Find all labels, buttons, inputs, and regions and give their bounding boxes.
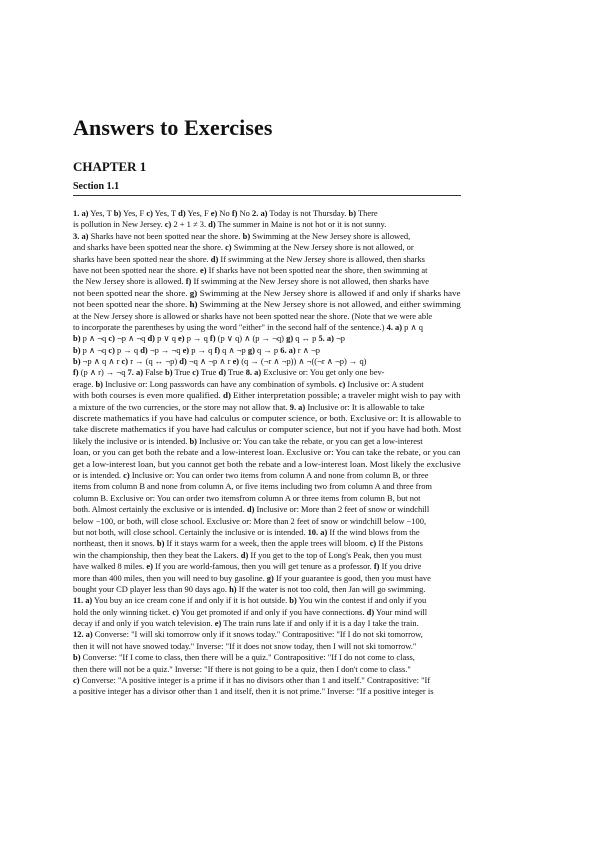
answer-line: both. Almost certainly the exclusive or is intended. d) Inclusive or: More than 2 feet of snow or windchill (73, 504, 430, 515)
answer-line: b) Converse: "If I come to class, then there will be a quiz." Contrapositive: "If I do not come to class, (73, 652, 415, 663)
section-title: Section 1.1 (73, 181, 120, 192)
answer-line: more than 400 miles, then you will need to buy gasoline. g) If your guarantee is good, then you must have (73, 572, 431, 583)
answer-line: take discrete mathematics if you have had calculus or computer science, but not if you have had both. Most (73, 424, 462, 435)
answer-line: loan, or you can get both the rebate and a low-interest loan. Exclusive or: You can take the rebate, or you can (73, 447, 461, 458)
answer-line: hold the only winning ticket. c) You get promoted if and only if you have connections. d) Your mind will (73, 606, 428, 617)
answer-line: 11. a) You buy an ice cream cone if and only if it is hot outside. b) You win the contest if and only if you (73, 595, 427, 606)
chapter-title: CHAPTER 1 (73, 159, 147, 174)
answer-line: the New Jersey shore is allowed. f) If swimming at the New Jersey shore is not allowed, then sharks have (73, 276, 429, 287)
answer-line: 12. a) Converse: "I will ski tomorrow only if it snows today." Contrapositive: "If I do not ski tomorrow, (73, 629, 423, 640)
answer-line: c) Converse: "A positive integer is a prime if it has no divisors other than 1 and itself." Contrapositive: "If (73, 675, 431, 686)
answer-line: decay if and only if you watch television. e) The train runs late if and only if it is a day I take the train. (73, 618, 419, 629)
answers-body (73, 208, 461, 698)
answer-line: b) p ∧ ¬q c) ¬p ∧ ¬q d) p ∨ q e) p → q f) (p ∨ q) ∧ (p → ¬q) g) q ↔ p 5. a) ¬p (73, 333, 345, 344)
answer-line: b) p ∧ ¬q c) p → q d) ¬p → ¬q e) p → q f) q ∧ ¬p g) q → p 6. a) r ∧ ¬p (73, 344, 320, 355)
answer-line: not been spotted near the shore. g) Swimming at the New Jersey shore is allowed if and only if sharks have (73, 287, 461, 298)
answer-line: a positive integer has a divisor other than 1 and itself, then it is not prime." Inverse: "If a positive integer is (73, 686, 434, 697)
answer-line: get a low-interest loan, but you cannot get both the rebate and a low-interest loan. Most likely the exclusive (73, 458, 461, 469)
answer-line: b) ¬p ∧ q ∧ r c) r → (q ↔ ¬p) d) ¬q ∧ ¬p ∧ r e) (q → (¬r ∧ ¬p)) ∧ ¬((¬r ∧ ¬p) → q) (73, 356, 367, 367)
answer-line: have not been spotted near the shore. e) If sharks have not been spotted near the shore, then swimming at (73, 264, 428, 275)
answer-line: items from column B and none from column A, or five items including two from column A and three from (73, 481, 432, 492)
answer-line: then it will not have snowed today." Inverse: "If it does not snow today, then I will not ski tomorrow." (73, 640, 417, 651)
answer-line: win the championship, then they beat the Lakers. d) If you get to the top of Long's Peak, then you must (73, 549, 422, 560)
answer-line: a mixture of the two currencies, or the store may not allow that. 9. a) Inclusive or: It is allowable to take (73, 401, 425, 412)
answer-line: likely the inclusive or is intended. b) Inclusive or: You can take the rebate, or you can get a low-interest (73, 435, 423, 446)
answer-line: northeast, then it snows. b) If it stays warm for a week, then the apple trees will bloom. c) If the Pistons (73, 538, 423, 549)
answer-line: have walked 8 miles. e) If you are world-famous, then you will get tenure as a professor. f) If you drive (73, 561, 422, 572)
answer-line: discrete mathematics if you have had calculus or computer science, or both. Exclusive or: It is allowable to (73, 413, 462, 424)
section-divider (73, 195, 461, 196)
answer-line: not been spotted near the shore. h) Swimming at the New Jersey shore is not allowed, and either swimming (73, 299, 461, 310)
answer-line: at the New Jersey shore is allowed or sharks have not been spotted near the shore. (Note that we were able (73, 310, 433, 321)
answer-line: 3. a) Sharks have not been spotted near the shore. b) Swimming at the New Jersey shore is allowed, (73, 230, 411, 241)
answer-line: erage. b) Inclusive or: Long passwords can have any combination of symbols. c) Inclusive or: A student (73, 378, 424, 389)
answer-line: 1. a) Yes, T b) Yes, F c) Yes, T d) Yes, F e) No f) No 2. a) Today is not Thursday. b) There (73, 208, 378, 218)
answer-line: is pollution in New Jersey. c) 2 + 1 ≠ 3. d) The summer in Maine is not hot or it is not sunny. (73, 219, 387, 230)
answer-line: and sharks have been spotted near the shore. c) Swimming at the New Jersey shore is not allowed, or (73, 242, 414, 253)
answer-line: sharks have been spotted near the shore. d) If swimming at the New Jersey shore is allowed, then sharks (73, 253, 425, 264)
answer-line: but not both, will close school. Certainly the inclusive or is intended. 10. a) If the wind blows from the (73, 526, 420, 537)
answer-line: below −100, or both, will close school. Exclusive or: More than 2 feet of snow or windchill below −100, (73, 515, 427, 526)
page-title: Answers to Exercises (73, 115, 273, 140)
answer-line: then there will not be a quiz." Inverse: "If there is not going to be a quiz, then I don't come to class." (73, 663, 411, 674)
answer-line: or is intended. c) Inclusive or: You can order two items from column A and none from column B, or three (73, 469, 429, 480)
answer-line: bought your CD player less than 90 days ago. h) If the water is not too cold, then Jan will go swimming. (73, 583, 426, 594)
answer-line: column B. Exclusive or: You can order two itemsfrom column A or three items from column B, but not (73, 492, 421, 503)
answer-line: to incorporate the parentheses by using the word "either" in the second half of the sentence.) 4. a) p ∧ q (73, 321, 424, 332)
answer-line: f) (p ∧ r) → ¬q 7. a) False b) True c) True d) True 8. a) Exclusive or: You get only one bev- (73, 367, 385, 378)
answer-line: with both courses is even more qualified. d) Either interpretation possible; a traveler might wish to pay with (73, 390, 461, 401)
